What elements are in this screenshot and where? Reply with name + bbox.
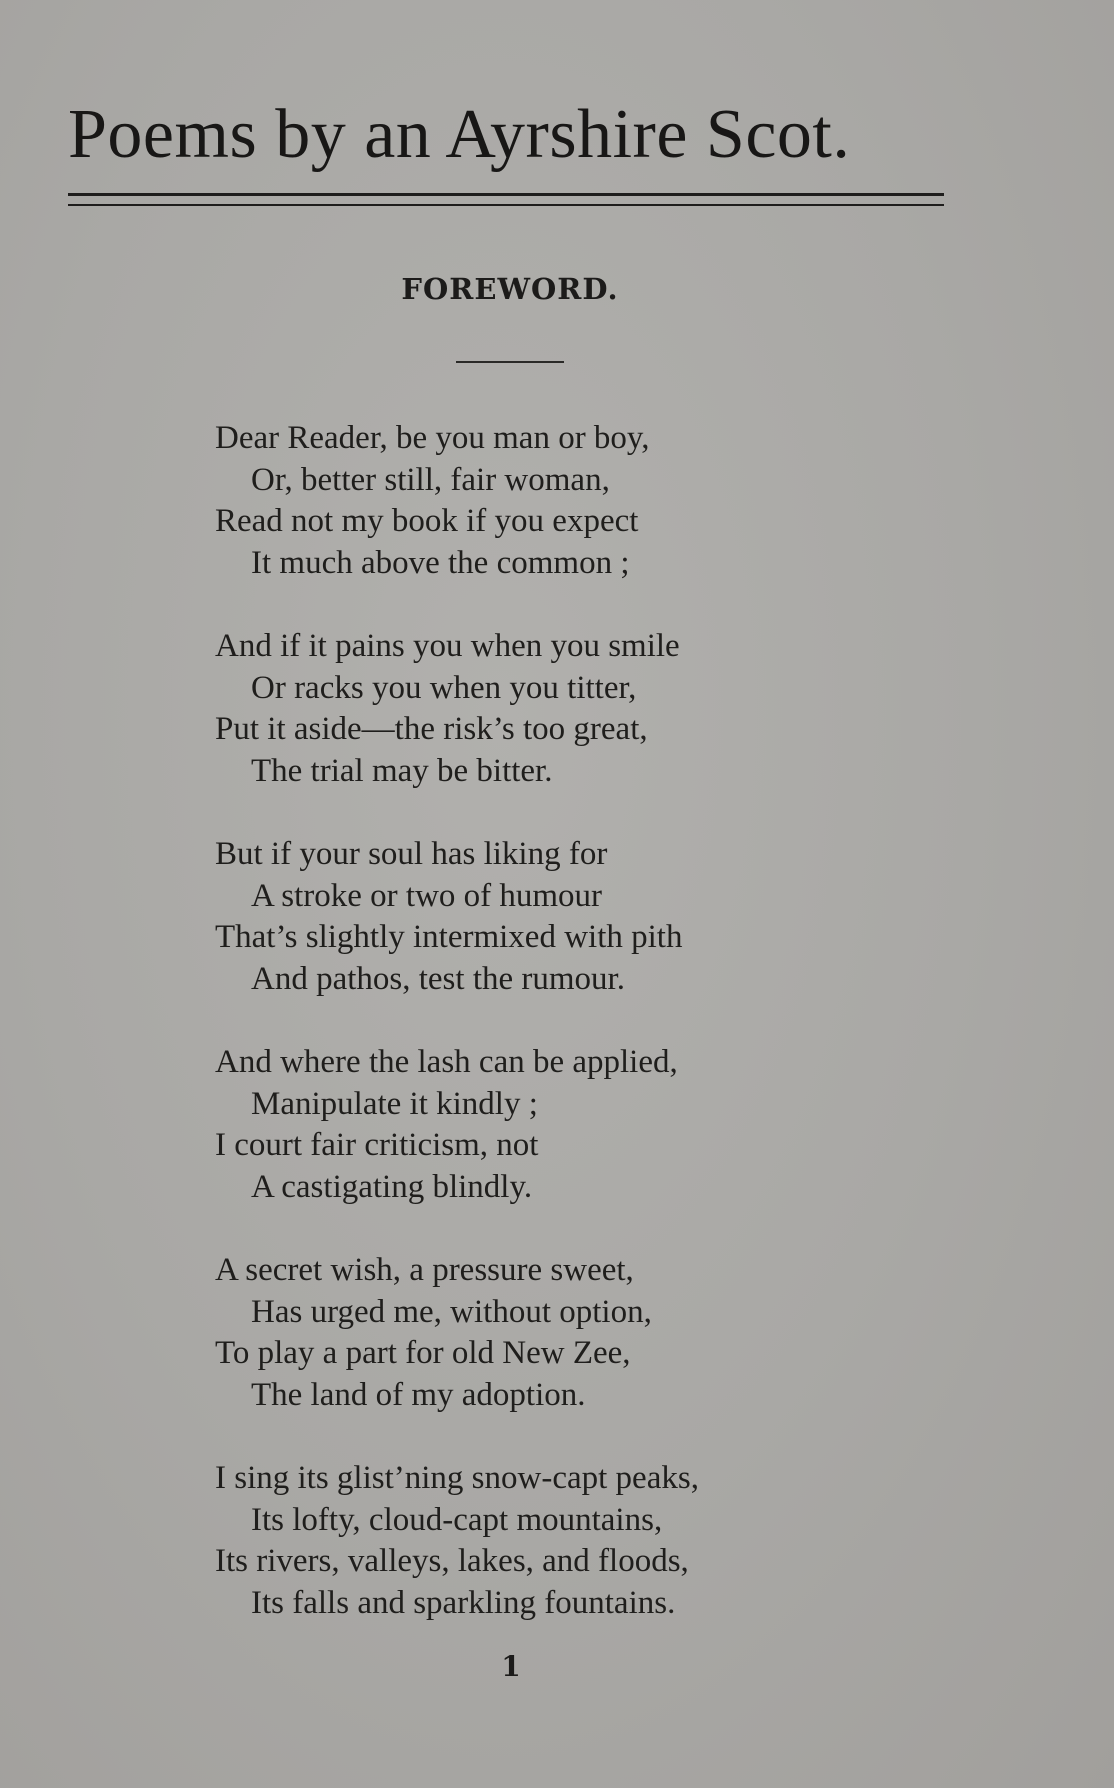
poem-line: Read not my book if you expect	[215, 503, 639, 539]
title-rule-thick	[68, 193, 944, 196]
stanza	[215, 1458, 815, 1624]
title-rule-thin	[68, 204, 944, 206]
poem-line: Its rivers, valleys, lakes, and floods,	[215, 1543, 689, 1579]
poem-line: And if it pains you when you smile	[215, 628, 680, 664]
poem-line: Or, better still, fair woman,	[251, 461, 610, 498]
poem-line: To play a part for old New Zee,	[215, 1335, 631, 1371]
poem-line: Its falls and sparkling fountains.	[251, 1584, 676, 1621]
stanza	[215, 418, 815, 584]
poem-line: I sing its glist’ning snow-capt peaks,	[215, 1460, 699, 1496]
poem-line: And pathos, test the rumour.	[251, 960, 625, 997]
poem-line: A stroke or two of humour	[251, 877, 603, 914]
poem-line: A secret wish, a pressure sweet,	[215, 1252, 634, 1288]
section-heading: FOREWORD.	[401, 272, 619, 306]
stanza	[215, 1250, 815, 1416]
poem-line: Put it aside—the risk’s too great,	[215, 711, 648, 747]
poem-line: The land of my adoption.	[251, 1376, 586, 1413]
poem-line: And where the lash can be applied,	[215, 1044, 678, 1080]
heading-divider	[456, 361, 564, 363]
stanza	[215, 1042, 815, 1208]
stanza	[215, 834, 815, 1000]
poem-line: The trial may be bitter.	[251, 752, 553, 789]
poem-line: A castigating blindly.	[251, 1168, 533, 1205]
poem-line: That’s slightly intermixed with pith	[215, 919, 683, 955]
poem-line: It much above the common ;	[251, 544, 630, 581]
poem-line: Dear Reader, be you man or boy,	[215, 420, 650, 456]
poem	[215, 418, 815, 1666]
poem-line: Manipulate it kindly ;	[251, 1085, 538, 1122]
poem-line: Its lofty, cloud-capt mountains,	[251, 1501, 663, 1538]
poem-line: I court fair criticism, not	[215, 1127, 539, 1163]
poem-line: But if your soul has liking for	[215, 836, 608, 872]
page-number: 1	[501, 1650, 521, 1683]
book-title: Poems by an Ayrshire Scot.	[68, 96, 851, 173]
poem-line: Or racks you when you titter,	[251, 669, 637, 706]
poem-line: Has urged me, without option,	[251, 1293, 652, 1330]
stanza	[215, 626, 815, 792]
